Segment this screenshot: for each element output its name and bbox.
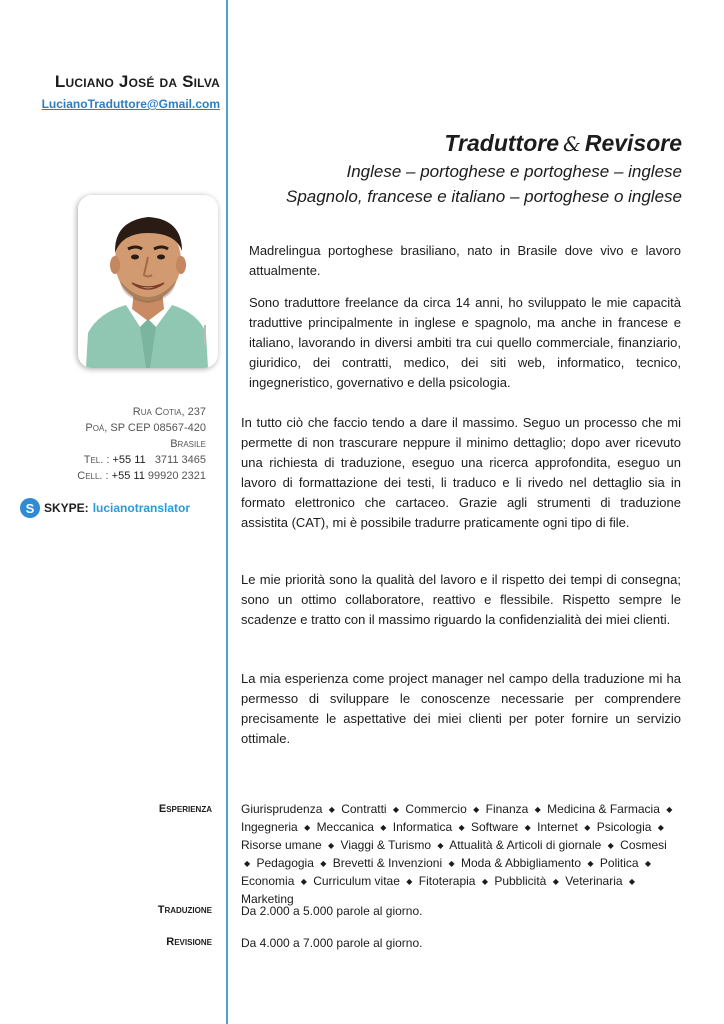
experience-item: Curriculum vitae [313,874,400,888]
postal-address [77,404,206,484]
bio-paragraph: La mia esperienza come project manager nel campo della traduzione mi ha permesso di sviluppare le conoscenze necessarie per comprendere precisamente le aspettative dei miei clienti per poter fornire un servizio ottimale. [241,671,681,746]
experience-item: Giurisprudenza [241,802,323,816]
diamond-separator-icon: ◆ [587,859,594,868]
experience-item: Contratti [341,802,387,816]
vertical-divider [226,0,228,1024]
diamond-separator-icon: ◆ [644,859,652,868]
experience-item: Commercio [405,802,467,816]
ampersand-glyph: & [563,132,581,156]
cellphone-prefix: +55 11 [111,470,145,482]
diamond-separator-icon: ◆ [607,841,614,850]
experience-item: Internet [537,820,578,834]
experience-item: Informatica [392,820,453,834]
diamond-separator-icon: ◆ [481,877,488,886]
diamond-separator-icon: ◆ [534,805,541,814]
telephone-label: Tel. : [83,454,110,466]
cellphone-row [77,468,206,484]
experience-item: Fitoterapia [418,874,476,888]
diamond-separator-icon: ◆ [628,877,636,886]
diamond-separator-icon: ◆ [304,823,311,832]
experience-item: Brevetti & Invenzioni [332,856,443,870]
telephone-number: 3711 3465 [154,454,206,466]
address-country: Brasile [170,438,206,450]
diamond-separator-icon: ◆ [437,841,444,850]
language-pairs-2: Spagnolo, francese e italiano – portoghese o inglese [285,187,682,206]
diamond-separator-icon: ◆ [473,805,480,814]
diamond-separator-icon: ◆ [524,823,531,832]
experience-item: Veterinaria [565,874,623,888]
experience-item: Psicologia [596,820,652,834]
experience-item: Attualità & Articoli di giornale [449,838,602,852]
profile-photo [78,195,218,368]
experience-item: Software [470,820,519,834]
experience-item: Meccanica [316,820,374,834]
diamond-separator-icon: ◆ [657,823,664,832]
diamond-separator-icon: ◆ [244,859,251,868]
bio-paragraph: Le mie priorità sono la qualità del lavoro e il rispetto dei tempi di consegna; sono un ottimo collaboratore, reattivo e flessibile. Rispetto sempre le scadenze e tratto con il massimo riguardo la confidenzialità dei miei clienti. [241,572,681,627]
address-city: Poá, SP CEP 08567-420 [85,422,206,434]
translation-rate: Da 2.000 a 5.000 parole al giorno. [241,904,423,918]
translation-label: Traduzione [157,904,212,916]
experience-item: Moda & Abbigliamento [460,856,582,870]
experience-item: Finanza [485,802,529,816]
telephone-row [77,452,206,468]
skype-handle[interactable]: lucianotranslator [92,501,191,515]
experience-item: Risorse umane [241,838,322,852]
diamond-separator-icon: ◆ [552,877,559,886]
diamond-separator-icon: ◆ [328,805,335,814]
person-name: Luciano José da Silva [54,72,220,91]
job-title-right: Revisore [584,130,682,156]
experience-item: Viaggi & Turismo [340,838,432,852]
experience-item: Pubblicità [494,874,547,888]
experience-item: Politica [599,856,639,870]
skype-contact [20,498,190,518]
bio-paragraph: In tutto ciò che faccio tendo a dare il massimo. Seguo un processo che mi permette di non trascurare neppure il minimo dettaglio; dopo aver ricevuto una richiesta di traduzione, eseguo una ricerca approfondita, eseguo un lavoro di formattazione dei testi, li traduco e li rivedo nel dettaglio sia in formato elettronico che cartaceo. Grazie agli strumenti di traduzione assistita (CAT), mi è possibile tradurre praticamente ogni tipo di file. [241,415,681,530]
experience-item: Cosmesi [620,838,667,852]
experience-item: Economia [241,874,295,888]
bio-paragraph: Madrelingua portoghese brasiliano, nato in Brasile dove vivo e lavoro attualmente. [249,243,681,278]
portrait-image [78,195,218,368]
experience-label: Esperienza [158,803,212,815]
job-title [444,130,682,157]
cellphone-number: 99920 2321 [147,470,206,482]
cellphone-label: Cell. : [77,470,109,482]
diamond-separator-icon: ◆ [380,823,387,832]
experience-item: Ingegneria [241,820,298,834]
diamond-separator-icon: ◆ [458,823,465,832]
experience-item: Pedagogia [256,856,314,870]
diamond-separator-icon: ◆ [328,841,335,850]
revision-label: Revisione [166,936,212,948]
diamond-separator-icon: ◆ [320,859,327,868]
diamond-separator-icon: ◆ [300,877,307,886]
address-street: Rua Cotia, 237 [132,406,206,418]
telephone-prefix: +55 11 [112,454,146,466]
bio-paragraph: Sono traduttore freelance da circa 14 anni, ho sviluppato le mie capacità traduttive principalmente in inglese e spagnolo, ma anche in francese e italiano, lavorando in diversi ambiti tra cui quello commerciale, finanziario, giuridico, dei contratti, medico, dei siti web, informatico, tecnico, ingegneristico, governativo e della psicologia. [249,295,681,390]
diamond-separator-icon: ◆ [584,823,591,832]
skype-icon: S [20,498,40,518]
diamond-separator-icon: ◆ [448,859,455,868]
diamond-separator-icon: ◆ [666,805,673,814]
diamond-separator-icon: ◆ [406,877,413,886]
experience-item: Medicina & Farmacia [547,802,660,816]
revision-rate: Da 4.000 a 7.000 parole al giorno. [241,936,423,950]
skype-label: SKYPE: [44,501,89,515]
email-link[interactable]: LucianoTraduttore@Gmail.com [41,97,220,111]
language-pairs-1: Inglese – portoghese e portoghese – inglese [346,162,682,181]
experience-item: Marketing [241,892,294,906]
diamond-separator-icon: ◆ [392,805,400,814]
job-title-left: Traduttore [444,130,560,156]
experience-list [241,801,681,908]
